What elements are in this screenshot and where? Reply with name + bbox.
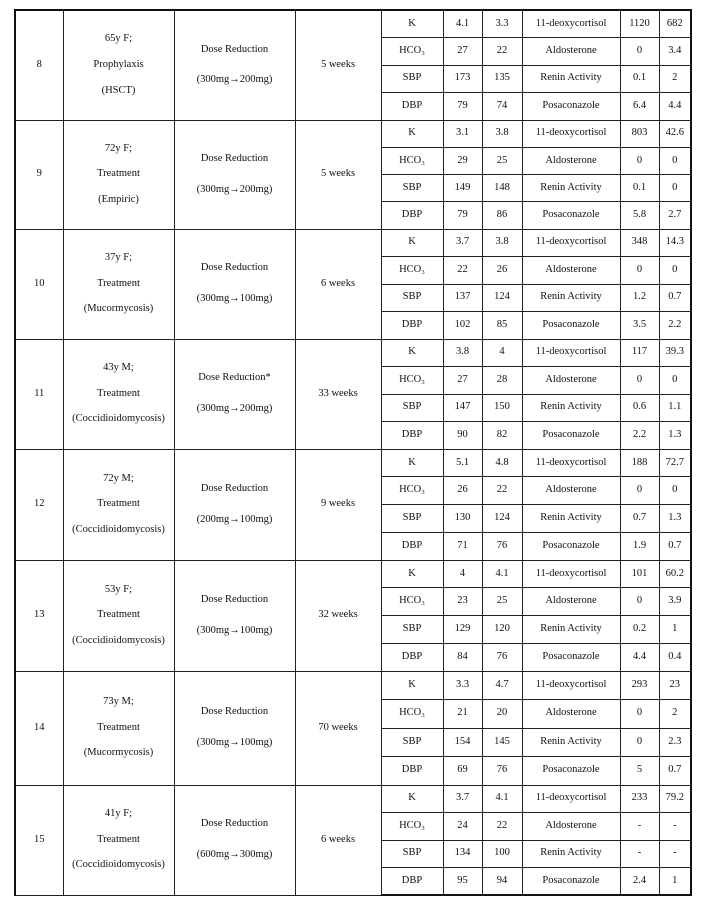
- hormone-value-before: 0.7: [620, 505, 659, 533]
- hormone-value-before: 5: [620, 757, 659, 786]
- lab-name: K: [381, 449, 443, 477]
- lab-value-before: 27: [443, 38, 482, 66]
- hormone-name: Renin Activity: [522, 840, 620, 868]
- lab-name: SBP: [381, 394, 443, 422]
- hormone-value-before: 0: [620, 700, 659, 729]
- duration: 5 weeks: [295, 10, 381, 120]
- lab-name: SBP: [381, 728, 443, 757]
- dose-change: [175, 594, 295, 637]
- hormone-name: Aldosterone: [522, 147, 620, 174]
- lab-value-after: 100: [482, 840, 522, 868]
- hormone-value-after: 3.4: [659, 38, 691, 66]
- hormone-value-after: -: [659, 840, 691, 868]
- patient-indication: Treatment: [97, 168, 140, 180]
- table-row: [15, 229, 691, 257]
- lab-value-after: 3.8: [482, 229, 522, 257]
- lab-value-after: 74: [482, 93, 522, 121]
- lab-value-before: 147: [443, 394, 482, 422]
- hormone-value-before: 0: [620, 38, 659, 66]
- hormone-value-after: 60.2: [659, 560, 691, 588]
- dose-change: [175, 706, 295, 749]
- hormone-value-before: 0.1: [620, 65, 659, 93]
- lab-value-before: 137: [443, 284, 482, 312]
- dose-change: [175, 153, 295, 196]
- lab-value-before: 23: [443, 588, 482, 616]
- dose-action: Dose Reduction: [200, 152, 269, 164]
- dose-change-cell: [174, 339, 295, 449]
- dose-change-cell: [174, 671, 295, 785]
- lab-value-after: 148: [482, 175, 522, 202]
- hormone-value-after: 2.3: [659, 728, 691, 757]
- hormone-value-before: 0: [620, 728, 659, 757]
- hormone-name: Renin Activity: [522, 728, 620, 757]
- dose-change: [175, 44, 295, 87]
- table-row: [15, 560, 691, 588]
- dose-change: [175, 818, 295, 861]
- lab-name: K: [381, 560, 443, 588]
- lab-name: SBP: [381, 840, 443, 868]
- lab-value-before: 69: [443, 757, 482, 786]
- hormone-value-after: 42.6: [659, 120, 691, 147]
- lab-value-before: 95: [443, 868, 482, 896]
- hormone-value-before: 6.4: [620, 93, 659, 121]
- hormone-name: Aldosterone: [522, 588, 620, 616]
- patient-info-cell: [63, 120, 174, 229]
- dose-amount: (300mg→100mg): [196, 624, 273, 636]
- table-row: [15, 671, 691, 700]
- hormone-value-before: 188: [620, 449, 659, 477]
- lab-name: K: [381, 120, 443, 147]
- lab-value-before: 3.7: [443, 785, 482, 813]
- lab-value-after: 25: [482, 588, 522, 616]
- hormone-value-after: 2.2: [659, 312, 691, 340]
- hormone-value-before: 2.2: [620, 422, 659, 450]
- hormone-value-after: 0.7: [659, 532, 691, 560]
- patient-indication: Prophylaxis: [93, 58, 144, 70]
- hormone-name: Posaconazole: [522, 868, 620, 896]
- patient-info-cell: [63, 671, 174, 785]
- duration: 9 weeks: [295, 449, 381, 560]
- lab-value-after: 124: [482, 284, 522, 312]
- table-body: [15, 10, 691, 895]
- hormone-value-before: 0: [620, 588, 659, 616]
- lab-value-after: 22: [482, 813, 522, 841]
- lab-name: K: [381, 339, 443, 367]
- patient-info: [64, 362, 174, 426]
- hormone-value-after: 4.4: [659, 93, 691, 121]
- patient-info: [64, 33, 174, 97]
- patient-indication: Treatment: [97, 609, 140, 621]
- patient-number: 14: [15, 671, 63, 785]
- lab-value-before: 90: [443, 422, 482, 450]
- lab-name: SBP: [381, 284, 443, 312]
- patient-number: 13: [15, 560, 63, 671]
- table-row: [15, 785, 691, 813]
- patient-info-cell: [63, 229, 174, 339]
- patient-info: [64, 584, 174, 648]
- patient-detail: (Empiric): [98, 193, 139, 205]
- hormone-value-before: 0.6: [620, 394, 659, 422]
- hormone-name: Renin Activity: [522, 175, 620, 202]
- lab-value-after: 4.1: [482, 560, 522, 588]
- hormone-value-after: 72.7: [659, 449, 691, 477]
- lab-name: HCO₃: [381, 147, 443, 174]
- lab-value-before: 79: [443, 93, 482, 121]
- lab-value-after: 76: [482, 643, 522, 671]
- lab-name: DBP: [381, 202, 443, 229]
- lab-name: HCO₃: [381, 700, 443, 729]
- lab-value-before: 29: [443, 147, 482, 174]
- hormone-name: Renin Activity: [522, 616, 620, 644]
- duration: 33 weeks: [295, 339, 381, 449]
- hormone-value-after: 0: [659, 367, 691, 395]
- patient-detail: (HSCT): [101, 84, 136, 96]
- hormone-name: 11-deoxycortisol: [522, 560, 620, 588]
- lab-name: DBP: [381, 868, 443, 896]
- lab-name: HCO₃: [381, 477, 443, 505]
- lab-value-before: 154: [443, 728, 482, 757]
- hormone-name: Renin Activity: [522, 65, 620, 93]
- hormone-value-after: 1.3: [659, 505, 691, 533]
- lab-value-after: 150: [482, 394, 522, 422]
- lab-name: SBP: [381, 175, 443, 202]
- patient-info: [64, 473, 174, 537]
- hormone-name: Aldosterone: [522, 477, 620, 505]
- dose-amount: (300mg→100mg): [196, 293, 273, 304]
- lab-value-before: 22: [443, 257, 482, 285]
- hormone-value-before: 117: [620, 339, 659, 367]
- lab-name: DBP: [381, 312, 443, 340]
- lab-value-before: 26: [443, 477, 482, 505]
- patient-sex-age: 72y M;: [103, 472, 134, 484]
- hormone-value-before: -: [620, 813, 659, 841]
- lab-value-after: 120: [482, 616, 522, 644]
- lab-name: K: [381, 671, 443, 700]
- patient-indication: Treatment: [97, 721, 140, 733]
- hormone-value-before: 233: [620, 785, 659, 813]
- patient-detail: (Coccidioidomycosis): [72, 523, 165, 535]
- hormone-value-before: 101: [620, 560, 659, 588]
- hormone-value-before: 1120: [620, 10, 659, 38]
- lab-value-before: 3.8: [443, 339, 482, 367]
- patient-info: [64, 143, 174, 207]
- lab-value-before: 149: [443, 175, 482, 202]
- hormone-value-after: 0: [659, 477, 691, 505]
- patient-number: 8: [15, 10, 63, 120]
- hormone-value-before: -: [620, 840, 659, 868]
- dose-action: Dose Reduction: [200, 482, 269, 494]
- dose-change-cell: [174, 560, 295, 671]
- lab-value-after: 86: [482, 202, 522, 229]
- hormone-value-after: 23: [659, 671, 691, 700]
- hormone-name: 11-deoxycortisol: [522, 449, 620, 477]
- hormone-value-after: 1.1: [659, 394, 691, 422]
- hormone-name: 11-deoxycortisol: [522, 785, 620, 813]
- hormone-value-after: 3.9: [659, 588, 691, 616]
- lab-value-before: 71: [443, 532, 482, 560]
- lab-value-after: 145: [482, 728, 522, 757]
- hormone-value-before: 0: [620, 367, 659, 395]
- lab-name: DBP: [381, 93, 443, 121]
- lab-value-before: 79: [443, 202, 482, 229]
- lab-value-after: 76: [482, 757, 522, 786]
- lab-name: HCO₃: [381, 813, 443, 841]
- lab-value-after: 124: [482, 505, 522, 533]
- hormone-value-after: 14.3: [659, 229, 691, 257]
- hormone-value-before: 0.1: [620, 175, 659, 202]
- patient-info-cell: [63, 10, 174, 120]
- hormone-name: 11-deoxycortisol: [522, 671, 620, 700]
- dose-amount: (600mg→300mg): [196, 849, 273, 860]
- lab-value-after: 3.8: [482, 120, 522, 147]
- lab-name: DBP: [381, 757, 443, 786]
- lab-value-before: 4.1: [443, 10, 482, 38]
- dose-action: Dose Reduction: [200, 706, 269, 718]
- hormone-value-before: 348: [620, 229, 659, 257]
- patient-info-cell: [63, 560, 174, 671]
- dose-change-cell: [174, 785, 295, 895]
- lab-value-before: 5.1: [443, 449, 482, 477]
- hormone-value-before: 5.8: [620, 202, 659, 229]
- patient-info-cell: [63, 339, 174, 449]
- duration: 70 weeks: [295, 671, 381, 785]
- patient-number: 9: [15, 120, 63, 229]
- lab-value-before: 102: [443, 312, 482, 340]
- lab-name: HCO₃: [381, 257, 443, 285]
- hormone-name: Posaconazole: [522, 422, 620, 450]
- hormone-name: Aldosterone: [522, 38, 620, 66]
- hormone-value-after: 0.7: [659, 757, 691, 786]
- lab-name: HCO₃: [381, 588, 443, 616]
- lab-value-after: 85: [482, 312, 522, 340]
- lab-value-after: 28: [482, 367, 522, 395]
- hormone-value-after: 1: [659, 868, 691, 896]
- lab-value-after: 4.1: [482, 785, 522, 813]
- patient-indication: Treatment: [97, 277, 140, 289]
- lab-value-after: 25: [482, 147, 522, 174]
- dose-change-cell: [174, 229, 295, 339]
- dose-amount: (200mg→100mg): [196, 513, 273, 525]
- lab-name: SBP: [381, 616, 443, 644]
- patient-sex-age: 37y F;: [104, 252, 133, 264]
- lab-value-after: 76: [482, 532, 522, 560]
- patient-table: [14, 9, 692, 896]
- lab-value-before: 3.7: [443, 229, 482, 257]
- dose-change: [175, 372, 295, 415]
- lab-value-after: 82: [482, 422, 522, 450]
- hormone-value-before: 1.9: [620, 532, 659, 560]
- patient-info: [64, 696, 174, 760]
- lab-value-before: 173: [443, 65, 482, 93]
- hormone-name: Posaconazole: [522, 312, 620, 340]
- hormone-value-before: 0.2: [620, 616, 659, 644]
- lab-value-after: 3.3: [482, 10, 522, 38]
- duration: 6 weeks: [295, 229, 381, 339]
- patient-sex-age: 72y F;: [104, 142, 133, 154]
- hormone-value-before: 293: [620, 671, 659, 700]
- dose-action: Dose Reduction: [200, 262, 269, 274]
- dose-action: Dose Reduction: [200, 43, 269, 55]
- lab-value-after: 4: [482, 339, 522, 367]
- hormone-value-after: 0.7: [659, 284, 691, 312]
- hormone-value-after: 1: [659, 616, 691, 644]
- hormone-name: 11-deoxycortisol: [522, 339, 620, 367]
- lab-value-before: 130: [443, 505, 482, 533]
- hormone-value-before: 0: [620, 257, 659, 285]
- hormone-value-before: 803: [620, 120, 659, 147]
- hormone-value-after: -: [659, 813, 691, 841]
- hormone-value-after: 2.7: [659, 202, 691, 229]
- dose-change-cell: [174, 10, 295, 120]
- hormone-value-after: 682: [659, 10, 691, 38]
- hormone-name: Posaconazole: [522, 757, 620, 786]
- hormone-value-after: 2: [659, 700, 691, 729]
- patient-detail: (Mucormycosis): [83, 303, 154, 315]
- hormone-name: Posaconazole: [522, 93, 620, 121]
- hormone-value-before: 0: [620, 147, 659, 174]
- patient-info-cell: [63, 785, 174, 895]
- patient-sex-age: 53y F;: [104, 583, 133, 595]
- hormone-name: Posaconazole: [522, 532, 620, 560]
- lab-name: K: [381, 10, 443, 38]
- lab-value-before: 24: [443, 813, 482, 841]
- lab-value-after: 26: [482, 257, 522, 285]
- patient-detail: (Coccidioidomycosis): [72, 859, 165, 871]
- lab-value-before: 129: [443, 616, 482, 644]
- hormone-value-before: 2.4: [620, 868, 659, 896]
- hormone-value-after: 39.3: [659, 339, 691, 367]
- hormone-name: Renin Activity: [522, 505, 620, 533]
- table-row: [15, 449, 691, 477]
- dose-action: Dose Reduction*: [198, 372, 271, 384]
- hormone-value-before: 1.2: [620, 284, 659, 312]
- dose-change-cell: [174, 120, 295, 229]
- lab-name: HCO₃: [381, 38, 443, 66]
- table-row: [15, 120, 691, 147]
- patient-number: 11: [15, 339, 63, 449]
- duration: 32 weeks: [295, 560, 381, 671]
- hormone-value-after: 0.4: [659, 643, 691, 671]
- table-row: [15, 339, 691, 367]
- hormone-name: Aldosterone: [522, 367, 620, 395]
- lab-value-before: 4: [443, 560, 482, 588]
- duration: 6 weeks: [295, 785, 381, 895]
- patient-indication: Treatment: [97, 498, 140, 510]
- table-row: [15, 10, 691, 38]
- lab-name: DBP: [381, 643, 443, 671]
- hormone-name: 11-deoxycortisol: [522, 229, 620, 257]
- patient-number: 12: [15, 449, 63, 560]
- dose-action: Dose Reduction: [200, 593, 269, 605]
- hormone-value-after: 1.3: [659, 422, 691, 450]
- hormone-name: Aldosterone: [522, 700, 620, 729]
- lab-value-after: 20: [482, 700, 522, 729]
- hormone-value-before: 3.5: [620, 312, 659, 340]
- patient-sex-age: 43y M;: [103, 362, 134, 374]
- lab-value-after: 135: [482, 65, 522, 93]
- lab-value-after: 22: [482, 477, 522, 505]
- dose-amount: (300mg→200mg): [196, 183, 273, 195]
- patient-sex-age: 73y M;: [103, 696, 134, 708]
- hormone-name: Renin Activity: [522, 394, 620, 422]
- lab-value-before: 27: [443, 367, 482, 395]
- lab-name: K: [381, 785, 443, 813]
- lab-name: K: [381, 229, 443, 257]
- dose-amount: (300mg→100mg): [196, 737, 273, 748]
- hormone-value-before: 4.4: [620, 643, 659, 671]
- hormone-value-after: 0: [659, 147, 691, 174]
- patient-sex-age: 41y F;: [104, 808, 133, 820]
- dose-change-cell: [174, 449, 295, 560]
- lab-value-before: 3.3: [443, 671, 482, 700]
- dose-change: [175, 262, 295, 305]
- patient-sex-age: 65y F;: [104, 33, 133, 45]
- hormone-name: Aldosterone: [522, 257, 620, 285]
- patient-indication: Treatment: [97, 387, 140, 399]
- lab-name: DBP: [381, 422, 443, 450]
- hormone-name: 11-deoxycortisol: [522, 10, 620, 38]
- patient-number: 15: [15, 785, 63, 895]
- patient-indication: Treatment: [97, 833, 140, 845]
- lab-value-after: 22: [482, 38, 522, 66]
- dose-amount: (300mg→200mg): [196, 74, 273, 86]
- hormone-value-after: 79.2: [659, 785, 691, 813]
- hormone-value-after: 0: [659, 175, 691, 202]
- hormone-value-before: 0: [620, 477, 659, 505]
- lab-value-before: 21: [443, 700, 482, 729]
- dose-amount: (300mg→200mg): [196, 403, 273, 414]
- patient-info: [64, 808, 174, 872]
- lab-value-after: 94: [482, 868, 522, 896]
- lab-value-before: 3.1: [443, 120, 482, 147]
- dose-action: Dose Reduction: [200, 818, 269, 830]
- lab-value-after: 4.7: [482, 671, 522, 700]
- patient-detail: (Mucormycosis): [83, 747, 154, 759]
- dose-change: [175, 483, 295, 526]
- lab-value-before: 84: [443, 643, 482, 671]
- hormone-value-after: 0: [659, 257, 691, 285]
- patient-detail: (Coccidioidomycosis): [72, 634, 165, 646]
- lab-name: HCO₃: [381, 367, 443, 395]
- patient-detail: (Coccidioidomycosis): [72, 413, 165, 425]
- patient-info: [64, 252, 174, 316]
- hormone-value-after: 2: [659, 65, 691, 93]
- hormone-name: Aldosterone: [522, 813, 620, 841]
- duration: 5 weeks: [295, 120, 381, 229]
- hormone-name: 11-deoxycortisol: [522, 120, 620, 147]
- hormone-name: Posaconazole: [522, 643, 620, 671]
- lab-value-after: 4.8: [482, 449, 522, 477]
- hormone-name: Posaconazole: [522, 202, 620, 229]
- lab-name: SBP: [381, 505, 443, 533]
- patient-info-cell: [63, 449, 174, 560]
- hormone-name: Renin Activity: [522, 284, 620, 312]
- lab-name: SBP: [381, 65, 443, 93]
- patient-number: 10: [15, 229, 63, 339]
- lab-value-before: 134: [443, 840, 482, 868]
- lab-name: DBP: [381, 532, 443, 560]
